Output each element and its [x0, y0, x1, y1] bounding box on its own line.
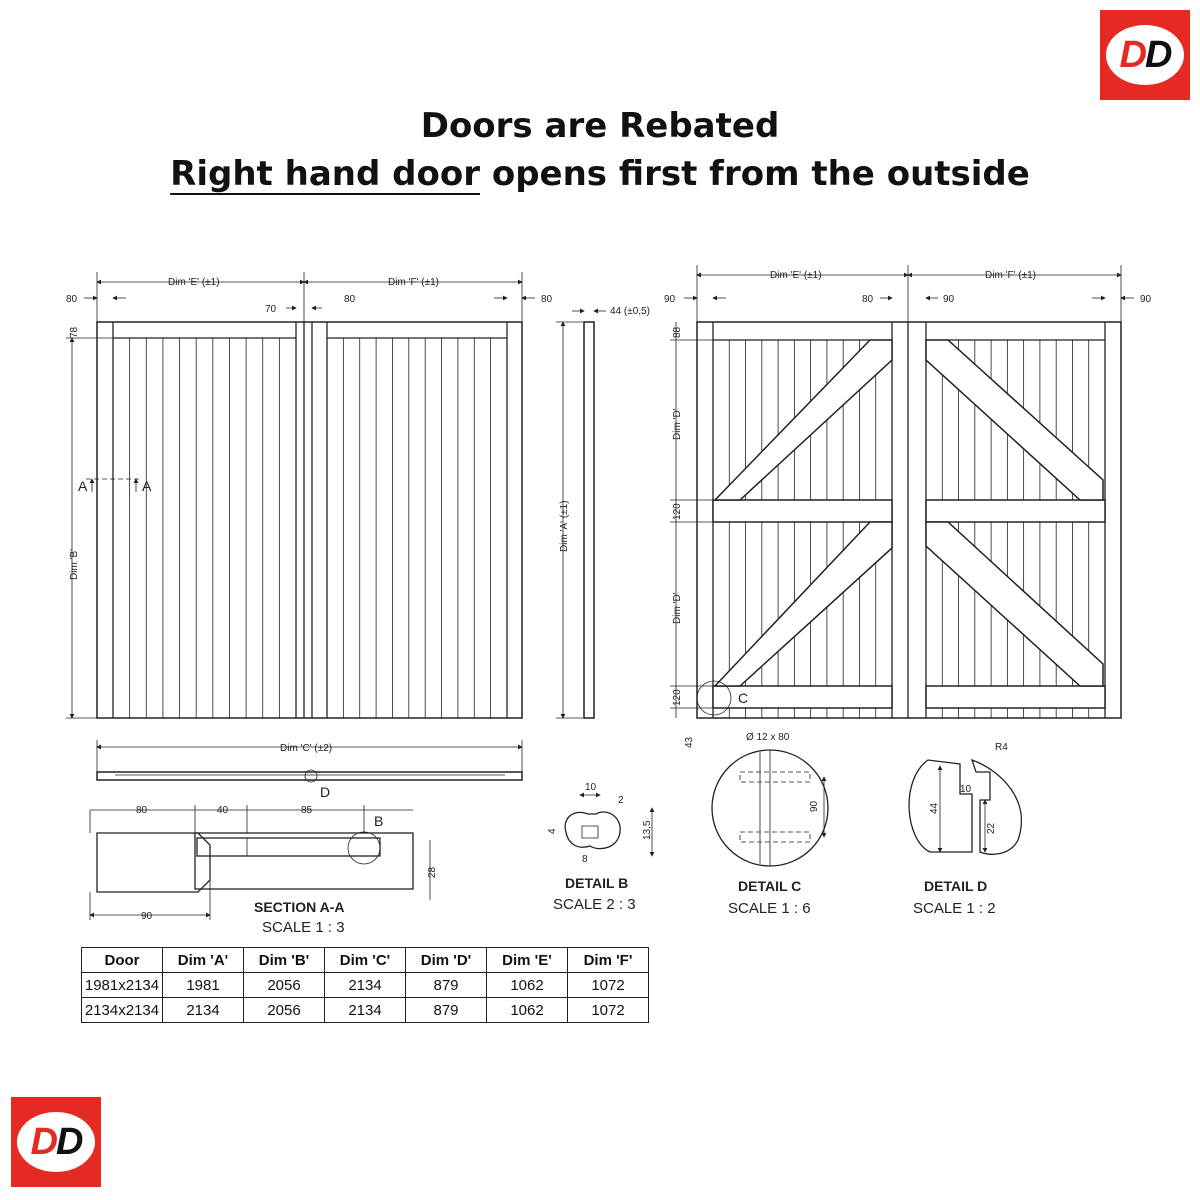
- section-caption: SECTION A-A: [254, 899, 345, 915]
- section-marker: A: [142, 478, 152, 494]
- dim-label: 85: [301, 805, 313, 816]
- column-header: Dim 'D': [406, 948, 487, 973]
- table-cell: 1062: [487, 973, 568, 998]
- dim-b-label: Dim 'B': [69, 548, 80, 580]
- detail-scale: SCALE 1 : 2: [913, 900, 996, 917]
- table-header-row: [82, 948, 649, 973]
- dim-label: 90: [141, 911, 153, 922]
- bottom-rail: [926, 686, 1105, 708]
- dim-label: 40: [217, 805, 229, 816]
- table-cell: 1981x2134: [82, 973, 163, 998]
- table-cell: 2056: [244, 998, 325, 1023]
- table-row: [82, 998, 649, 1023]
- dim-label: 80: [136, 805, 148, 816]
- detail-d: [909, 742, 1021, 917]
- rear-view: [664, 265, 1152, 748]
- table-cell: 2134: [325, 973, 406, 998]
- dim-label: R4: [995, 742, 1008, 753]
- detail-scale: SCALE 2 : 3: [553, 896, 636, 913]
- logo-letter: D: [1145, 33, 1171, 76]
- table-cell: 879: [406, 998, 487, 1023]
- front-view: [66, 272, 553, 800]
- dim-label: 90: [809, 800, 820, 812]
- dim-label: 2: [618, 795, 624, 806]
- dim-d-label: Dim 'D': [672, 408, 683, 440]
- dim-label: 80: [344, 294, 356, 305]
- subtitle-rest: opens first from the outside: [480, 154, 1030, 194]
- table-cell: 879: [406, 973, 487, 998]
- dim-c-label: Dim 'C' (±2): [280, 743, 333, 754]
- detail-b: [547, 782, 653, 913]
- dim-label: 44 (±0,5): [610, 306, 650, 317]
- detail-caption: DETAIL C: [738, 878, 802, 894]
- dim-label: 90: [664, 294, 676, 305]
- table-cell: 2134x2134: [82, 998, 163, 1023]
- middle-rail: [713, 500, 892, 522]
- dim-a-label: Dim 'A' (±1): [559, 500, 570, 552]
- detail-caption: DETAIL D: [924, 878, 988, 894]
- dim-label: 10: [960, 784, 972, 795]
- dim-d-label: Dim 'D': [672, 592, 683, 624]
- page-title: Doors are Rebated: [420, 106, 780, 146]
- underlined-phrase: Right hand door: [170, 154, 480, 194]
- dim-label: 80: [862, 294, 874, 305]
- dim-label: 4: [547, 828, 558, 834]
- section-a-a: [90, 805, 438, 936]
- logo-letter: D: [1119, 33, 1145, 76]
- dim-label: 70: [265, 304, 277, 315]
- detail-b-callout: [348, 832, 380, 864]
- detail-b-ref: B: [374, 813, 384, 829]
- dim-label: 78: [69, 326, 80, 338]
- logo-letter: D: [30, 1120, 56, 1163]
- door-edge: [584, 322, 594, 718]
- table-cell: 1981: [163, 973, 244, 998]
- middle-rail: [926, 500, 1105, 522]
- column-header: Dim 'E': [487, 948, 568, 973]
- dimension-table: [81, 947, 649, 1023]
- dim-label: 80: [541, 294, 553, 305]
- table-cell: 2134: [163, 998, 244, 1023]
- dim-e-label: Dim 'E' (±1): [770, 270, 822, 281]
- section-scale: SCALE 1 : 3: [262, 919, 345, 936]
- dim-label: 28: [427, 866, 438, 878]
- detail-c-ref: C: [738, 690, 749, 706]
- column-header: Dim 'F': [568, 948, 649, 973]
- dim-label: Ø 12 x 80: [746, 732, 790, 743]
- table-row: [82, 973, 649, 998]
- dim-label: 43: [684, 736, 695, 748]
- dim-label: 13,5: [642, 820, 653, 840]
- door-plan: [97, 772, 522, 780]
- dim-label: 120: [672, 503, 683, 520]
- table-cell: 1062: [487, 998, 568, 1023]
- table-cell: 2056: [244, 973, 325, 998]
- dim-label: 44: [929, 802, 940, 814]
- table-cell: 1072: [568, 998, 649, 1023]
- dim-label: 8: [582, 854, 588, 865]
- detail-scale: SCALE 1 : 6: [728, 900, 811, 917]
- dim-label: 10: [585, 782, 597, 793]
- dim-label: 90: [1140, 294, 1152, 305]
- column-header: Door: [82, 948, 163, 973]
- side-view: [556, 306, 650, 718]
- table-cell: 2134: [325, 998, 406, 1023]
- dim-label: 90: [943, 294, 955, 305]
- column-header: Dim 'A': [163, 948, 244, 973]
- logo-letter: D: [56, 1120, 82, 1163]
- detail-caption: DETAIL B: [565, 875, 629, 891]
- dim-f-label: Dim 'F' (±1): [985, 270, 1036, 281]
- dim-f-label: Dim 'F' (±1): [388, 277, 439, 288]
- dim-label: 80: [66, 294, 78, 305]
- dim-label: 120: [672, 689, 683, 706]
- dim-e-label: Dim 'E' (±1): [168, 277, 220, 288]
- dim-label: 22: [986, 822, 997, 834]
- column-header: Dim 'C': [325, 948, 406, 973]
- table-cell: 1072: [568, 973, 649, 998]
- detail-c: [712, 732, 828, 917]
- column-header: Dim 'B': [244, 948, 325, 973]
- detail-d-ref: D: [320, 784, 331, 800]
- dim-label: 88: [672, 326, 683, 338]
- section-marker: A: [78, 478, 88, 494]
